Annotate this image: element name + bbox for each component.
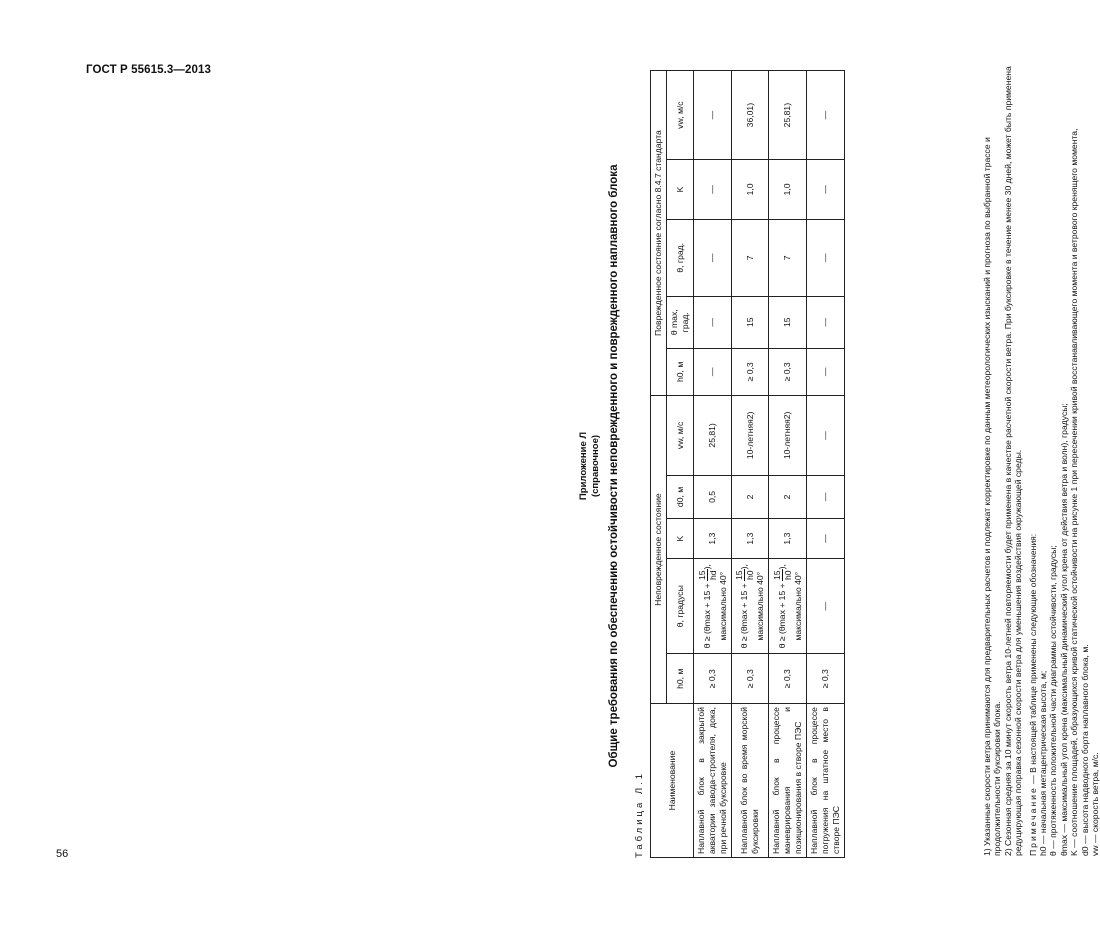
cell-vw: 25,81) <box>694 396 732 475</box>
cell-h0: ≥ 0,3 <box>769 654 807 704</box>
fraction-denominator: h0 <box>782 570 793 580</box>
cell-k: 1,3 <box>694 519 732 559</box>
theta-formula: θ ≥ (θmax + 15 + <box>701 580 712 649</box>
table-label: Таблица Л.1 <box>634 770 645 858</box>
fraction-numerator: 15 <box>696 570 707 580</box>
col-h0-damaged: h0, м <box>667 348 694 396</box>
annex-heading <box>578 66 602 866</box>
name-header: Наименование <box>651 704 694 858</box>
damaged-header: Поврежденное состояние согласно 8.4.7 стандарта <box>651 71 667 396</box>
cell-theta-max-damaged: 15 <box>732 296 769 348</box>
cell-theta: — <box>807 558 845 654</box>
cell-h0-damaged: — <box>807 348 845 396</box>
row-name: Наплавной блок в процессе погружения на штатное место в створе ПЭС <box>807 704 845 858</box>
cell-d0: 2 <box>732 475 769 519</box>
note-item: vw — скорость ветра, м/с. <box>1090 752 1100 856</box>
document-header: ГОСТ Р 55615.3—2013 <box>86 64 211 76</box>
col-d0: d0, м <box>667 475 694 519</box>
col-theta: θ, градусы <box>667 558 694 654</box>
theta-formula: θ ≥ (θmax + 15 + <box>776 580 787 649</box>
cell-h0-damaged: ≥ 0,3 <box>769 348 807 396</box>
cell-vw-damaged: 36,01) <box>732 71 769 160</box>
note-item: K — соотношение площадей, образующихся кривой статической остойчивости на рисунке 1 при пересечении кривой восстанавливающего момента и ветрового кренящего момента, <box>1069 128 1080 856</box>
note-item: θmax — максимальный угол крена (максимальный динамический угол крена от действия ветра и волн), градусы; <box>1058 403 1069 856</box>
theta-fraction <box>772 569 793 581</box>
col-theta-max-damaged: θ max, град. <box>667 296 694 348</box>
cell-k-damaged: 1,0 <box>769 160 807 219</box>
col-k-damaged: K <box>667 160 694 219</box>
footnote-2: 2) Сезонная средняя за 10 минут скорость ветра 10-летней повторяемости будет применена в качестве расчетной скорости ветра. При буксировке в течение менее 30 дней, может быть применена редуцирующая поправка сезонной скорости ветра для уменьшения воздействия окружающей среды. <box>1002 66 1024 856</box>
fraction-numerator: 15 <box>771 570 782 580</box>
notes-block <box>982 66 1100 856</box>
col-vw-damaged: vw, м/с <box>667 71 694 160</box>
cell-k: 1,3 <box>732 519 769 559</box>
cell-theta-max-damaged: — <box>807 296 845 348</box>
cell-k-damaged: — <box>807 160 845 219</box>
cell-d0: 0,5 <box>694 475 732 519</box>
cell-h0-damaged: — <box>694 348 732 396</box>
annex-subtitle: (справочное) <box>590 434 601 498</box>
note-label: Примечание <box>1027 786 1038 856</box>
cell-theta-damaged: — <box>694 219 732 296</box>
stability-requirements-table <box>650 70 845 858</box>
note-item: θ — протяженность положительной части диаграммы остойчивости, градусы; <box>1048 545 1059 856</box>
cell-d0: 2 <box>769 475 807 519</box>
col-vw: vw, м/с <box>667 396 694 475</box>
cell-vw-damaged: — <box>807 71 845 160</box>
cell-vw: 10-летняя2) <box>769 396 807 475</box>
theta-formula: θ ≥ (θmax + 15 + <box>738 580 749 649</box>
note-item: d0 — высота надводного борта наплавного блока, м. <box>1079 644 1090 856</box>
cell-k: 1,3 <box>769 519 807 559</box>
theta-max-note: максимально 40° <box>755 571 765 641</box>
cell-h0-damaged: ≥ 0,3 <box>732 348 769 396</box>
cell-theta-damaged: 7 <box>732 219 769 296</box>
note-intro-text: — В настоящей таблице применены следующие обозначения: <box>1027 533 1038 787</box>
cell-vw-damaged: 25,81) <box>769 71 807 160</box>
cell-vw: 10-летняя2) <box>732 396 769 475</box>
cell-h0: ≥ 0,3 <box>732 654 769 704</box>
cell-h0: ≥ 0,3 <box>694 654 732 704</box>
cell-d0: — <box>807 475 845 519</box>
cell-k: — <box>807 519 845 559</box>
theta-max-note: максимально 40° <box>717 571 728 641</box>
cell-theta: θ ≥ (θmax + 15 + 15 hd ), максимально 40° <box>694 558 732 654</box>
cell-h0: ≥ 0,3 <box>807 654 845 704</box>
table-row <box>807 71 845 858</box>
fraction-numerator: 15 <box>734 570 744 580</box>
footnote-1: 1) Указанные скорости ветра принимаются для предварительных расчетов и подлежат корректировке по данным метеорологических изысканий и прогноза по выбранной трассе и продолжительности буксировки блока. <box>982 137 1003 856</box>
page-number: 56 <box>56 848 69 860</box>
cell-vw-damaged: — <box>694 71 732 160</box>
main-title: Общие требования по обеспечению остойчивости неповрежденного и поврежденного наплавного блока <box>608 164 620 768</box>
table-header-row <box>651 71 667 858</box>
cell-k-damaged: 1,0 <box>732 160 769 219</box>
row-name: Наплавной блок в закрытой акватории завода-строителя, дока, при речной буксировке <box>694 704 732 858</box>
fraction-denominator: h0 <box>745 570 755 580</box>
cell-theta-damaged: — <box>807 219 845 296</box>
col-h0: h0, м <box>667 654 694 704</box>
table-row <box>769 71 807 858</box>
cell-theta: θ ≥ (θmax + 15 + 15 h0 ), максимально 40° <box>732 558 769 654</box>
fraction-denominator: hd <box>707 570 718 580</box>
theta-fraction <box>697 569 718 581</box>
note-item: h0 — начальная метацентрическая высота, м; <box>1038 670 1049 856</box>
intact-header: Неповрежденное состояние <box>651 396 667 704</box>
cell-theta: θ ≥ (θmax + 15 + 15 h0 ), максимально 40° <box>769 558 807 654</box>
col-k: K <box>667 519 694 559</box>
table-row <box>732 71 769 858</box>
table-row <box>694 71 732 858</box>
theta-max-note: максимально 40° <box>792 571 803 641</box>
cell-theta-max-damaged: 15 <box>769 296 807 348</box>
note-intro <box>1028 66 1038 856</box>
cell-vw: — <box>807 396 845 475</box>
col-theta-damaged: θ, град. <box>667 219 694 296</box>
cell-theta-max-damaged: — <box>694 296 732 348</box>
annex-title: Приложение Л <box>578 431 589 501</box>
rotated-page-content <box>578 66 1098 866</box>
row-name: Наплавной блок в процессе маневрирования и позиционирования в створе ПЭС <box>769 704 807 858</box>
row-name: Наплавной блок во время морской буксировки <box>732 704 769 858</box>
cell-k-damaged: — <box>694 160 732 219</box>
theta-fraction <box>734 569 755 581</box>
cell-theta-damaged: 7 <box>769 219 807 296</box>
